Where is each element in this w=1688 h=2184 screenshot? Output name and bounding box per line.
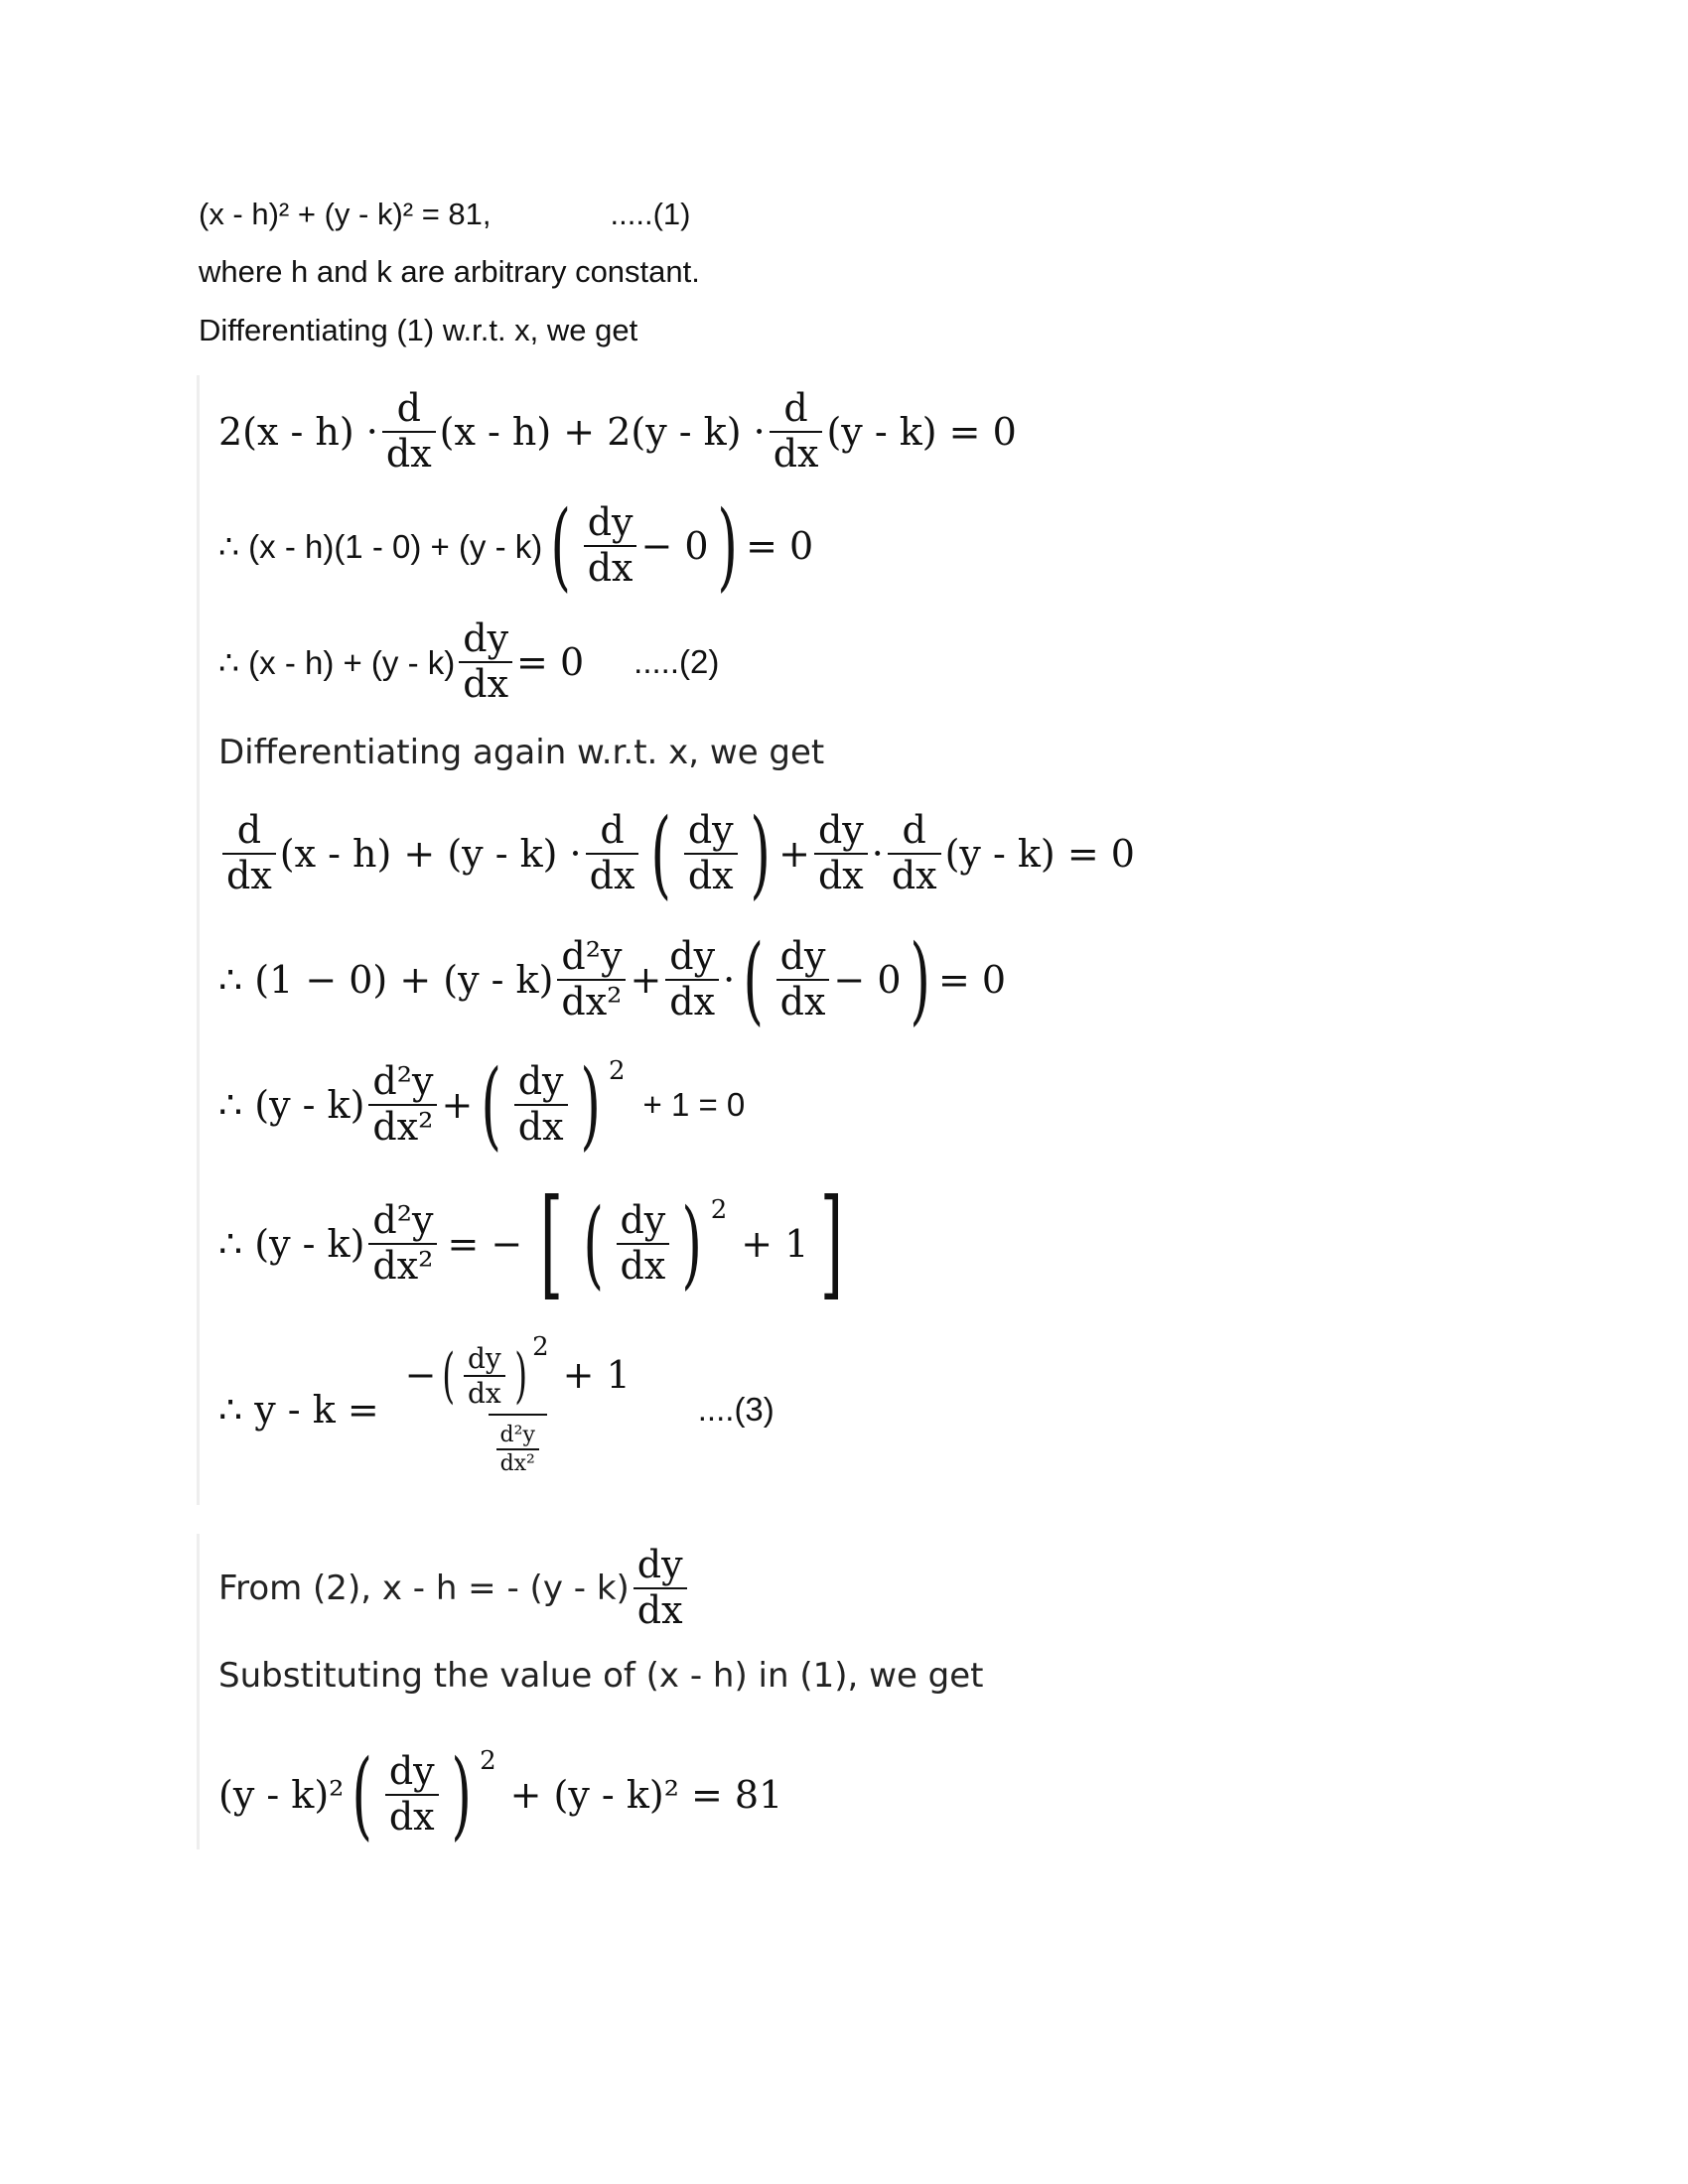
equals-minus: = − [447,1222,523,1266]
equals-zero: = 0 [746,524,814,568]
d2y-dx2-fraction [557,934,626,1024]
step-4-end: (y - k) = 0 [944,832,1135,876]
dy-dx-fraction [776,934,830,1024]
dy-numerator: dy [779,934,826,979]
minus-sign: − [404,1352,437,1397]
exponent: 2 [532,1332,549,1363]
dx-denominator: dx [385,1794,439,1838]
dx-denominator: dx [684,853,738,896]
dy-numerator: dy [669,934,716,979]
step-8-equation [218,1320,774,1499]
equation-1 [199,197,690,232]
dy-numerator: dy [636,1543,683,1587]
equation-1-tag: .....(1) [610,197,691,231]
close-paren: ) [513,1340,527,1411]
step-6-equation [218,1050,745,1160]
step-4-part-a: (x - h) + (y - k) · [279,832,582,876]
plus-sign: + [778,832,810,876]
equation-3-tag: ....(3) [697,1391,774,1428]
step-8-lead: ∴ y - k = [218,1388,379,1432]
d-dx-fraction [382,386,436,476]
from-2-equation [218,1539,691,1638]
dy-numerator: dy [517,1059,564,1104]
d-dx-fraction [586,808,639,897]
dy-numerator: dy [687,808,734,853]
dx-denominator: dx [514,1104,568,1148]
dx-denominator: dx [770,431,823,475]
step-5-lead: ∴ (1 − 0) + (y - k) [218,958,554,1002]
dy-numerator: dy [467,1341,501,1375]
dx-denominator: dx [222,853,276,896]
final-part-a: (y - k)² [218,1773,345,1817]
step-2-equation [218,491,813,601]
dx2-denominator: dx² [368,1243,437,1287]
dy-dx-fraction [584,500,637,590]
step-1-part-b: (x - h) + 2(y - k) · [439,410,766,454]
d2y-dx2-small-fraction [496,1424,539,1475]
open-bracket: [ [539,1174,564,1312]
d-numerator: d [783,386,808,431]
close-paren: ) [909,924,930,1035]
step-6-end: + 1 = 0 [642,1086,746,1123]
final-part-b: + (y - k)² = 81 [509,1773,783,1817]
exponent: 2 [710,1195,728,1225]
step-3-lead: ∴ (x - h) + (y - k) [218,643,456,681]
d2y-numerator: d²y [561,934,623,979]
step-7-lead: ∴ (y - k) [218,1222,365,1266]
dy-numerator: dy [388,1749,435,1794]
plus-sign: + [630,958,662,1002]
differentiate-heading: Differentiating (1) w.r.t. x, we get [199,313,638,347]
dx-denominator: dx [888,853,941,896]
dy-dx-fraction [665,934,719,1024]
step-3-equation [218,613,719,712]
dx-denominator: dx [584,545,637,589]
open-paren: ( [481,1049,502,1160]
open-paren: ( [583,1188,605,1299]
equation-2-tag: .....(2) [633,643,720,680]
equation-1-text: (x - h)² + (y - k)² = 81, [199,197,492,231]
constants-note: where h and k are arbitrary constant. [199,254,700,289]
step-7-equation [218,1174,855,1312]
d2y-numerator: d²y [499,1423,535,1448]
final-equation [218,1735,782,1854]
dx-denominator: dx [459,661,512,705]
dx-denominator: dx [776,979,830,1023]
math-block-2 [197,1534,219,1849]
equals-zero: = 0 [937,958,1007,1002]
d2y-dx2-fraction [368,1059,437,1149]
equals-zero: = 0 [516,640,585,684]
step-6-lead: ∴ (y - k) [218,1083,365,1127]
exponent: 2 [480,1746,496,1776]
dx-denominator: dx [665,979,719,1023]
dy-numerator: dy [620,1198,666,1243]
close-paren: ) [451,1739,472,1850]
dy-dx-fraction [814,808,868,897]
substitution-heading: Substituting the value of (x - h) in (1), we get [218,1656,984,1696]
open-paren: ( [743,924,765,1035]
plus-one: + 1 [562,1352,631,1397]
d2y-dx2-fraction [368,1198,437,1288]
open-paren: ( [352,1739,373,1850]
open-paren: ( [550,490,572,602]
fraction-numerator [391,1332,644,1415]
dy-dx-fraction [385,1749,439,1839]
d-dx-fraction [222,808,276,897]
step-4-equation [218,798,1135,909]
d2y-numerator: d²y [372,1198,434,1243]
dy-dx-fraction [514,1059,568,1149]
d-numerator: d [902,808,926,853]
dy-dx-fraction [633,1543,687,1632]
dy-numerator: dy [817,808,864,853]
dy-dx-small-fraction [464,1341,505,1410]
exponent: 2 [608,1056,626,1086]
step-1-part-c: (y - k) = 0 [826,410,1017,454]
dy-dx-fraction [616,1198,669,1288]
dy-numerator: dy [463,616,509,661]
dx-denominator: dx [814,853,868,896]
dx-denominator: dx [464,1375,505,1408]
fraction-denominator [489,1414,547,1475]
step-1-part-a: 2(x - h) · [218,410,378,454]
dx2-denominator: dx² [368,1104,437,1148]
differentiate-again-heading: Differentiating again w.r.t. x, we get [218,733,825,772]
dx-denominator: dx [382,431,436,475]
plus-sign: + [441,1083,474,1127]
d-dx-fraction [888,808,941,897]
dy-dx-fraction [459,616,512,706]
close-paren: ) [717,490,738,602]
open-paren: ( [650,798,672,909]
plus-one: + 1 [741,1222,809,1266]
dy-numerator: dy [587,500,633,545]
dx-denominator: dx [617,1243,670,1287]
d-numerator: d [600,808,625,853]
dx-denominator: dx [586,853,639,896]
close-paren: ) [681,1188,703,1299]
step-5-equation [218,925,1006,1034]
y-minus-k-fraction [391,1332,644,1477]
dy-dx-fraction [684,808,738,897]
from-2-lead: From (2), x - h = - (y - k) [218,1569,630,1608]
step-1-equation [218,382,1017,481]
minus-zero: − 0 [833,958,902,1002]
math-block-1 [197,375,219,1505]
step-2-lead: ∴ (x - h)(1 - 0) + (y - k) [218,527,543,565]
d2y-numerator: d²y [372,1059,434,1104]
dx2-denominator: dx² [557,979,626,1023]
dot-operator: · [723,958,736,1002]
close-paren: ) [579,1049,601,1160]
close-paren: ) [750,798,771,909]
d-dx-fraction [770,386,823,476]
dot-operator: · [871,832,884,876]
dx-denominator: dx [633,1587,687,1631]
d-numerator: d [236,808,262,853]
open-paren: ( [441,1340,455,1411]
d-numerator: d [396,386,421,431]
dx2-denominator: dx² [496,1448,539,1475]
close-bracket: ] [820,1174,844,1312]
minus-zero: − 0 [640,524,709,568]
